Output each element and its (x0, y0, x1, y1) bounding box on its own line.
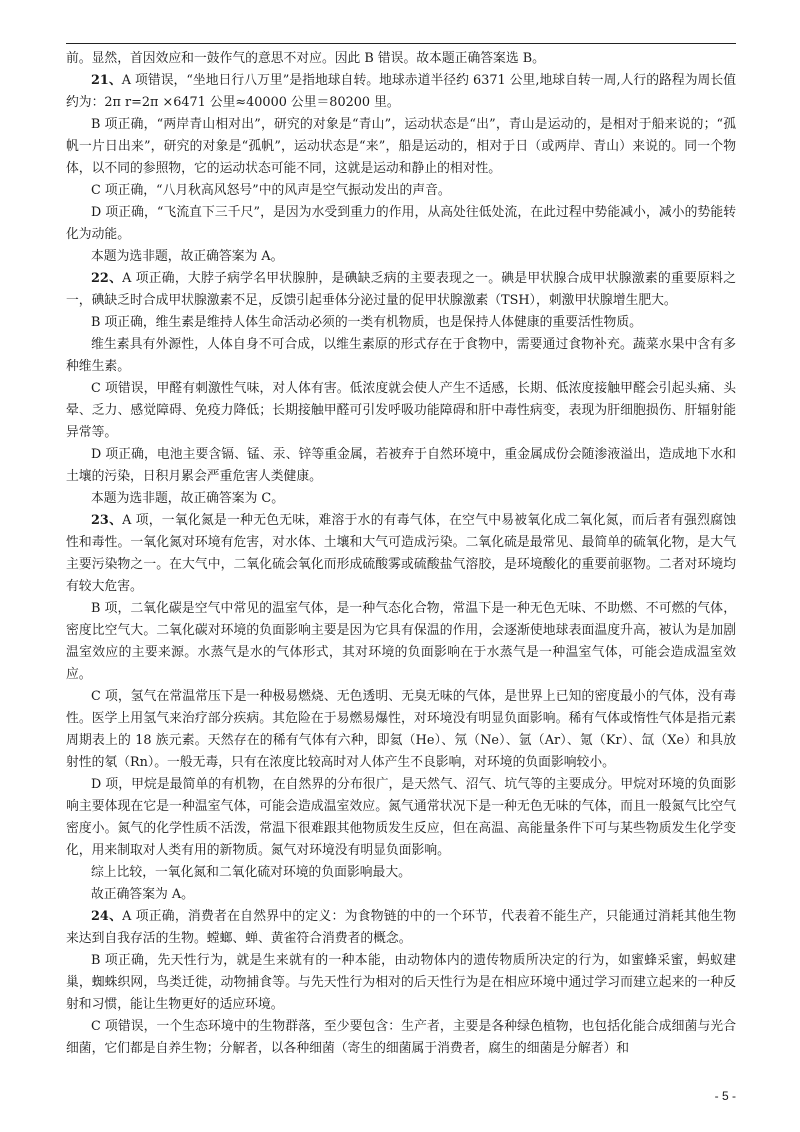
question-21-paragraph: 21、A 项错误，“坐地日行八万里”是指地球自转。地球赤道半径约 6371 公里,地球自转一周,人行的路程为周长值约为：2π r=2π ×6471 公里≈40000 公里＝80200 里。 (66, 73, 737, 110)
question-24-paragraph: 24、A 项正确，消费者在自然界中的定义：为食物链的中的一个环节，代表着不能生产，只能通过消耗其他生物来达到自我存活的生物。螳螂、蝉、黄雀符合消费者的概念。 (66, 909, 736, 946)
paragraph: D 项，甲烷是最简单的有机物，在自然界的分布很广，是天然气、沼气、坑气等的主要成分。甲烷对环境的负面影响主要体现在它是一种温室气体，可能会造成温室效应。氮气通常状况下是一种无色无味的气体，而且一般氮气比空气密度小。氮气的化学性质不活泼，常温下很难跟其他物质发生反应，但在高温、高能量条件下可与某些物质发生化学变化，用来制取对人类有用的新物质。氮气对环境没有明显负面影响。 (66, 777, 736, 858)
paragraph: B 项正确，先天性行为，就是生来就有的一种本能，由动物体内的遗传物质所决定的行为，如蜜蜂采蜜，蚂蚁建巢，蜘蛛织网，鸟类迁徙，动物捕食等。与先天性行为相对的后天性行为是在相应环境中通过学习而建立起来的一种反射和习惯，能让生物更好的适应环境。 (66, 953, 736, 1012)
paragraph: C 项正确，“八月秋高风怒号”中的风声是空气振动发出的声音。 (91, 183, 451, 198)
document-body (66, 48, 736, 1060)
question-number: 22、 (91, 271, 123, 286)
question-23-paragraph: 23、A 项，一氧化氮是一种无色无味，难溶于水的有毒气体，在空气中易被氧化成二氧化氮，而后者有强烈腐蚀性和毒性。一氧化氮对环境有危害，对水体、土壤和大气可造成污染。二氧化硫是最常见、最简单的硫氧化物，是大气主要污染物之一。在大气中，二氧化硫会氧化而形成硫酸雾或硫酸盐气溶胶，是环境酸化的重要前驱物。二者对环境均有较大危害。 (66, 513, 736, 594)
question-number: 21、 (91, 73, 122, 88)
paragraph: C 项错误，甲醛有刺激性气味，对人体有害。低浓度就会使人产生不适感，长期、低浓度接触甲醛会引起头痛、头晕、乏力、感觉障碍、免疫力降低；长期接触甲醛可引发呼吸功能障碍和肝中毒性病变，表现为肝细胞损伤、肝辐射能异常等。 (66, 381, 736, 440)
paragraph: D 项正确，“飞流直下三千尺”，是因为水受到重力的作用，从高处往低处流，在此过程中势能减小，减小的势能转化为动能。 (66, 205, 736, 242)
question-number: 23、 (91, 513, 123, 528)
paragraph: B 项，二氧化碳是空气中常见的温室气体，是一种气态化合物，常温下是一种无色无味、不助燃、不可燃的气体，密度比空气大。二氧化碳对环境的负面影响主要是因为它具有保温的作用，会逐渐使地球表面温度升高，被认为是加剧温室效应的主要来源。水蒸气是水的气体形式，其对环境的负面影响在于水蒸气是一种温室气体，可能会造成温室效应。 (66, 601, 736, 682)
paragraph: D 项正确，电池主要含镉、锰、汞、锌等重金属，若被弃于自然环境中，重金属成份会随渗液溢出，造成地下水和土壤的污染，日积月累会严重危害人类健康。 (66, 447, 736, 484)
document-page (66, 0, 736, 1132)
question-22-paragraph: 22、A 项正确，大脖子病学名甲状腺肿，是碘缺乏病的主要表现之一。碘是甲状腺合成甲状腺激素的重要原料之一，碘缺乏时合成甲状腺激素不足，反馈引起垂体分泌过量的促甲状腺激素（TSH），刺激甲状腺增生肥大。 (66, 271, 736, 308)
answer-line: 本题为选非题，故正确答案为 A。 (91, 249, 284, 264)
answer-line: 本题为选非题，故正确答案为 C。 (91, 491, 285, 506)
paragraph: C 项错误，一个生态环境中的生物群落，至少要包含：生产者，主要是各种绿色植物，也包括化能合成细菌与光合细菌，它们都是自养生物；分解者，以各种细菌（寄生的细菌属于消费者，腐生的细菌是分解者）和 (66, 1019, 736, 1056)
answer-line: 故正确答案为 A。 (91, 887, 194, 902)
paragraph: B 项正确，维生素是维持人体生命活动必须的一类有机物质，也是保持人体健康的重要活性物质。 (91, 315, 642, 330)
page-number: - 5 - (714, 1089, 736, 1103)
paragraph: B 项正确，“两岸青山相对出”，研究的对象是“青山”，运动状态是“出”，青山是运动的，是相对于船来说的；“孤帆一片日出来”，研究的对象是“孤帆”，运动状态是“来”，船是运动的，相对于日（或两岸、青山）来说的。同一个物体，以不同的参照物，它的运动状态可能不同，这就是运动和静止的相对性。 (66, 117, 736, 176)
paragraph: 维生素具有外源性，人体自身不可合成，以维生素原的形式存在于食物中，需要通过食物补充。蔬菜水果中含有多种维生素。 (66, 337, 736, 374)
header-rule (66, 43, 736, 44)
paragraph-continuation: 前。显然，首因效应和一鼓作气的意思不对应。因此 B 错误。故本题正确答案选 B。 (66, 51, 545, 66)
question-number: 24、 (91, 909, 123, 924)
paragraph: C 项，氢气在常温常压下是一种极易燃烧、无色透明、无臭无味的气体，是世界上已知的密度最小的气体，没有毒性。医学上用氢气来治疗部分疾病。其危险在于易燃易爆性，对环境没有明显负面影响。稀有气体或惰性气体是指元素周期表上的 18 族元素。天然存在的稀有气体有六种，即氦（He）、氖（Ne）、氩（Ar）、氪（Kr）、氙（Xe）和具放射性的氡（Rn）。一般无毒，只有在浓度比较高时对人体产生不良影响，对环境的负面影响较小。 (66, 689, 736, 770)
paragraph: 综上比较，一氧化氮和二氧化硫对环境的负面影响最大。 (91, 865, 411, 880)
